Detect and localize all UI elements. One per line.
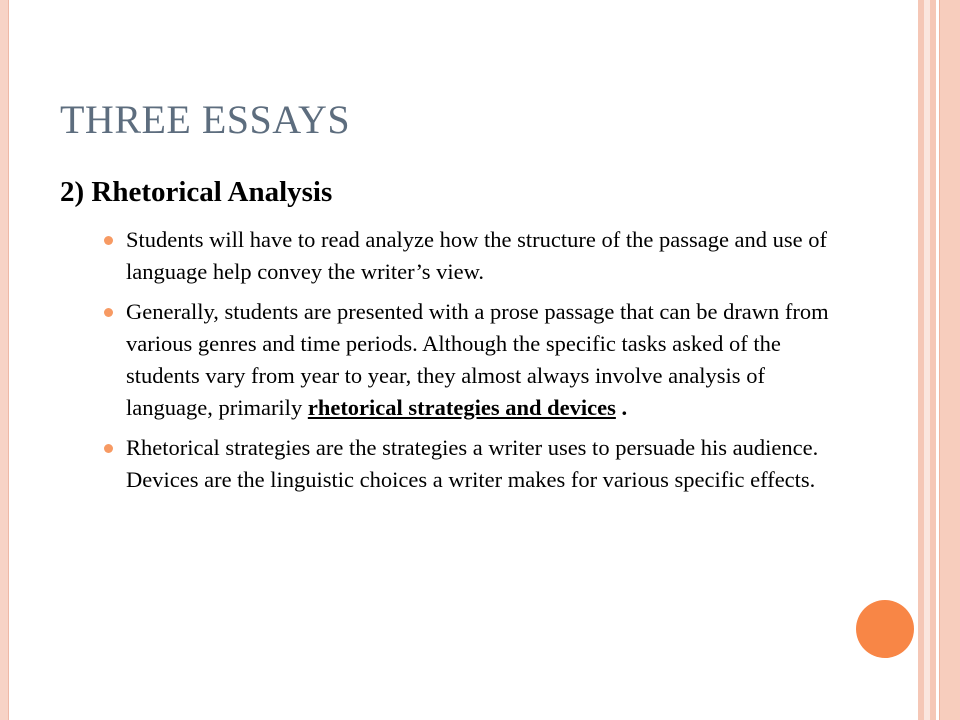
bullet-list [104, 224, 834, 504]
bullet-item-prose-passage [104, 296, 834, 424]
right-border-stripe [939, 0, 960, 720]
bullet-dot-icon [104, 308, 113, 317]
bullet-dot-icon [104, 236, 113, 245]
bullet-item-structure [104, 224, 834, 288]
bullet-item-definitions [104, 432, 834, 496]
bullet-text-trailing: . [615, 395, 628, 420]
left-border-stripe [0, 0, 9, 720]
decorative-circle [856, 600, 914, 658]
slide-subheading: 2) Rhetorical Analysis [60, 176, 333, 208]
bullet-text: Students will have to read analyze how the structure of the passage and use of language help convey the writer’s view. [126, 227, 828, 284]
slide-title: THREE ESSAYS [60, 97, 351, 142]
bullet-dot-icon [104, 444, 113, 453]
bullet-text: Generally, students are presented with a prose passage that can be drawn from various genres and time periods. Although the specific tasks asked of the students vary from year to year, they almost always involve analysis of language, primarily [126, 299, 829, 420]
bullet-text: Rhetorical strategies are the strategies a writer uses to persuade his audience. Devices are the linguistic choices a writer makes for various specific effects. [126, 435, 819, 492]
emphasis-link-rhetorical-strategies[interactable]: rhetorical strategies and devices [307, 395, 616, 420]
